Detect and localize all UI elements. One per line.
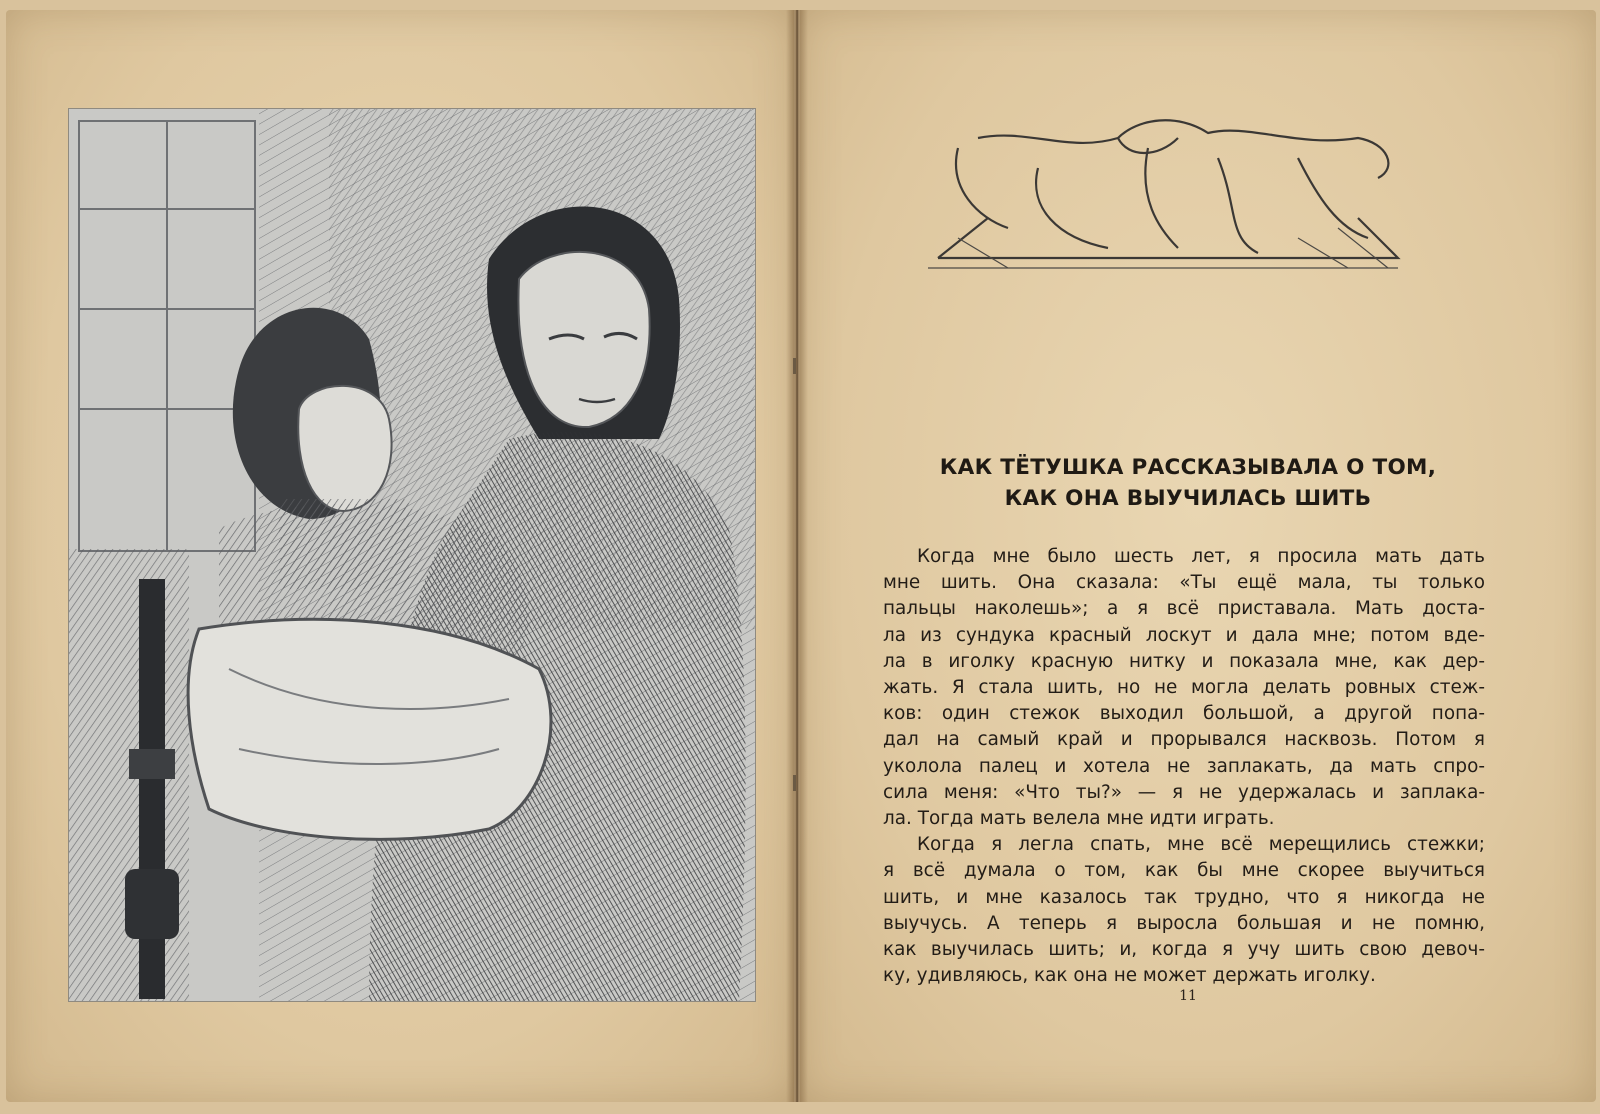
text-line: пальцы наколешь»; а я всё приставала. Мать доста- [883, 598, 1485, 620]
text-line: Когда мне было шесть лет, я просила мать дать [917, 546, 1485, 567]
text-line: как выучилась шить; и, когда я учу шить свою девоч- [883, 939, 1485, 961]
left-page [6, 10, 794, 1102]
illustration-mother-and-girl-sewing [68, 108, 756, 1002]
chapter-title-line: КАК ТЁТУШКА РАССКАЗЫВАЛА О ТОМ, [939, 455, 1437, 480]
text-line: ков: один стежок выходил большой, а другой попа- [883, 703, 1485, 725]
page-number: 11 [1179, 988, 1197, 1004]
story-text [883, 544, 1485, 989]
chapter-title-line: КАК ОНА ВЫУЧИЛАСЬ ШИТЬ [1004, 486, 1372, 511]
staple [793, 775, 796, 791]
headpiece-cloth-illustration [918, 108, 1414, 278]
text-line: Когда я легла спать, мне всё мерещились стежки; [917, 834, 1485, 856]
text-line: жать. Я стала шить, но не могла делать ровных стеж- [883, 677, 1485, 699]
text-line: ла. Тогда мать велела мне идти играть. [883, 808, 1275, 830]
text-line: мне шить. Она сказала: «Ты ещё мала, ты только [883, 572, 1485, 594]
text-line: шить, и мне казалось так трудно, что я никогда не [883, 886, 1485, 908]
text-line: я всё думала о том, как бы мне скорее выучиться [883, 860, 1485, 882]
text-line: сила меня: «Что ты?» — я не удержалась и заплака- [883, 781, 1485, 803]
text-line: ку, удивляюсь, как она не может держать иголку. [883, 965, 1376, 987]
staple [793, 358, 796, 374]
text-line: уколола палец и хотела не заплакать, да мать спро- [883, 755, 1485, 777]
book-gutter [786, 10, 808, 1102]
text-line: выучусь. А теперь я выросла большая и не помню, [883, 912, 1485, 934]
chapter-title [880, 452, 1496, 514]
text-line: ла в иголку красную нитку и показала мне, как дер- [883, 650, 1485, 672]
text-line: дал на самый край и прорывался насквозь. Потом я [883, 729, 1485, 751]
text-line: ла из сундука красный лоскут и дала мне; потом вде- [883, 624, 1485, 646]
